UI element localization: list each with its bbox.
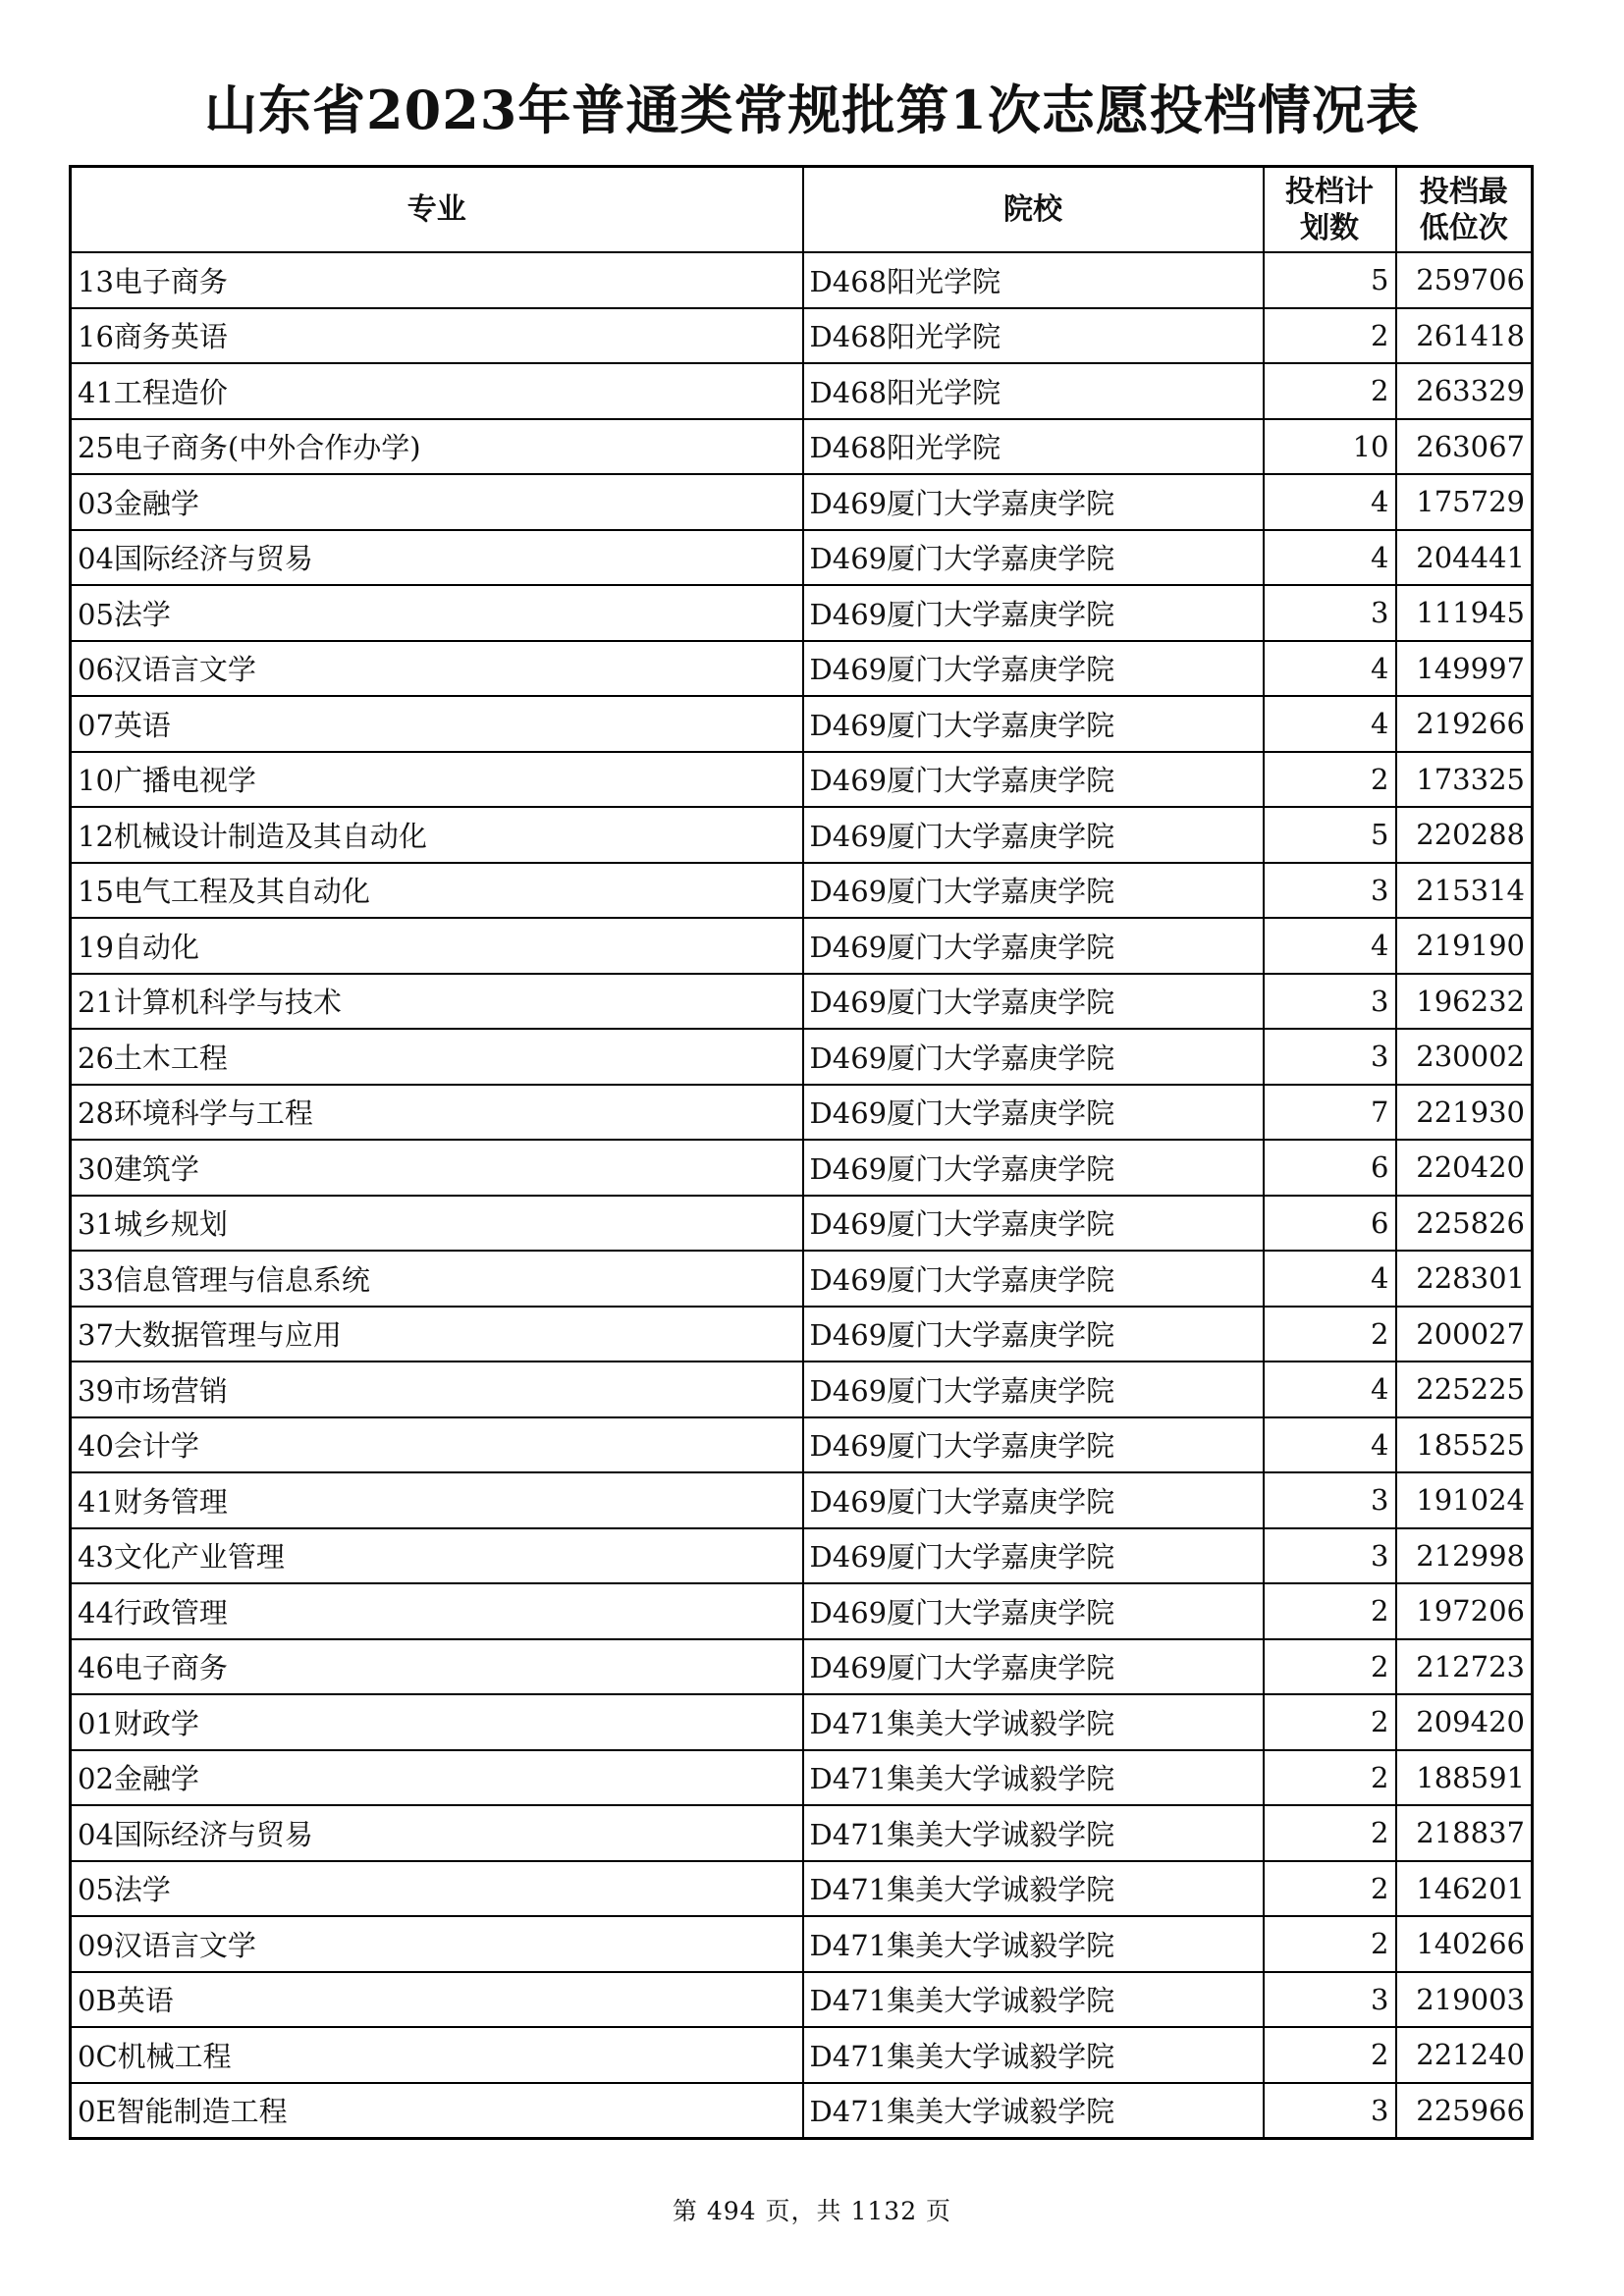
cell-school: D469厦门大学嘉庚学院 <box>803 807 1264 863</box>
table-row <box>71 1140 1533 1196</box>
cell-school: D468阳光学院 <box>803 308 1264 364</box>
cell-major: 04国际经济与贸易 <box>71 530 803 586</box>
cell-school: D468阳光学院 <box>803 252 1264 308</box>
cell-plan-count: 4 <box>1264 696 1396 752</box>
cell-plan-count: 2 <box>1264 308 1396 364</box>
table-body <box>71 252 1533 2139</box>
page-footer: 第 494 页，共 1132 页 <box>672 2197 952 2225</box>
cell-major: 41财务管理 <box>71 1472 803 1528</box>
table-row <box>71 1417 1533 1473</box>
table-row <box>71 1805 1533 1861</box>
cell-school: D471集美大学诚毅学院 <box>803 2027 1264 2083</box>
cell-school: D471集美大学诚毅学院 <box>803 2083 1264 2139</box>
cell-school: D469厦门大学嘉庚学院 <box>803 1196 1264 1252</box>
cell-plan-count: 4 <box>1264 1362 1396 1417</box>
cell-major: 19自动化 <box>71 918 803 974</box>
cell-plan-count: 2 <box>1264 2027 1396 2083</box>
cell-school: D469厦门大学嘉庚学院 <box>803 696 1264 752</box>
cell-min-rank: 173325 <box>1396 752 1533 808</box>
cell-min-rank: 218837 <box>1396 1805 1533 1861</box>
table-row <box>71 974 1533 1030</box>
cell-school: D469厦门大学嘉庚学院 <box>803 1362 1264 1417</box>
cell-school: D469厦门大学嘉庚学院 <box>803 1528 1264 1584</box>
cell-major: 04国际经济与贸易 <box>71 1805 803 1861</box>
cell-school: D469厦门大学嘉庚学院 <box>803 918 1264 974</box>
table-row <box>71 1029 1533 1085</box>
cell-major: 21计算机科学与技术 <box>71 974 803 1030</box>
cell-min-rank: 219266 <box>1396 696 1533 752</box>
cell-min-rank: 212723 <box>1396 1639 1533 1695</box>
table-row <box>71 363 1533 419</box>
cell-major: 0B英语 <box>71 1972 803 2028</box>
cell-major: 28环境科学与工程 <box>71 1085 803 1141</box>
cell-plan-count: 4 <box>1264 1417 1396 1473</box>
cell-major: 06汉语言文学 <box>71 641 803 697</box>
cell-plan-count: 2 <box>1264 1307 1396 1362</box>
cell-school: D469厦门大学嘉庚学院 <box>803 530 1264 586</box>
cell-school: D469厦门大学嘉庚学院 <box>803 863 1264 919</box>
cell-plan-count: 3 <box>1264 585 1396 641</box>
cell-min-rank: 149997 <box>1396 641 1533 697</box>
cell-min-rank: 191024 <box>1396 1472 1533 1528</box>
cell-school: D469厦门大学嘉庚学院 <box>803 1639 1264 1695</box>
cell-min-rank: 140266 <box>1396 1916 1533 1972</box>
cell-major: 01财政学 <box>71 1694 803 1750</box>
cell-plan-count: 7 <box>1264 1085 1396 1141</box>
table-row <box>71 2027 1533 2083</box>
cell-plan-count: 3 <box>1264 1528 1396 1584</box>
cell-plan-count: 4 <box>1264 918 1396 974</box>
cell-school: D468阳光学院 <box>803 363 1264 419</box>
cell-major: 46电子商务 <box>71 1639 803 1695</box>
cell-min-rank: 204441 <box>1396 530 1533 586</box>
cell-min-rank: 230002 <box>1396 1029 1533 1085</box>
table-row <box>71 2083 1533 2139</box>
header-min-rank: 投档最 低位次 <box>1396 167 1533 253</box>
cell-school: D468阳光学院 <box>803 419 1264 475</box>
cell-plan-count: 2 <box>1264 1583 1396 1639</box>
cell-plan-count: 3 <box>1264 974 1396 1030</box>
cell-plan-count: 4 <box>1264 641 1396 697</box>
cell-min-rank: 185525 <box>1396 1417 1533 1473</box>
table-row <box>71 1639 1533 1695</box>
cell-plan-count: 2 <box>1264 1861 1396 1917</box>
cell-major: 07英语 <box>71 696 803 752</box>
table-row <box>71 1694 1533 1750</box>
cell-min-rank: 196232 <box>1396 974 1533 1030</box>
table-row <box>71 1861 1533 1917</box>
table-row <box>71 1472 1533 1528</box>
cell-plan-count: 2 <box>1264 1639 1396 1695</box>
table-row <box>71 252 1533 308</box>
cell-major: 26土木工程 <box>71 1029 803 1085</box>
cell-min-rank: 200027 <box>1396 1307 1533 1362</box>
cell-min-rank: 221930 <box>1396 1085 1533 1141</box>
cell-major: 15电气工程及其自动化 <box>71 863 803 919</box>
cell-school: D469厦门大学嘉庚学院 <box>803 1583 1264 1639</box>
cell-min-rank: 221240 <box>1396 2027 1533 2083</box>
cell-min-rank: 219003 <box>1396 1972 1533 2028</box>
table-row <box>71 641 1533 697</box>
cell-major: 10广播电视学 <box>71 752 803 808</box>
header-major: 专业 <box>71 167 803 253</box>
cell-plan-count: 2 <box>1264 1916 1396 1972</box>
table-row <box>71 1972 1533 2028</box>
cell-major: 03金融学 <box>71 474 803 530</box>
cell-min-rank: 259706 <box>1396 252 1533 308</box>
header-school: 院校 <box>803 167 1264 253</box>
cell-major: 37大数据管理与应用 <box>71 1307 803 1362</box>
table-row <box>71 752 1533 808</box>
cell-major: 05法学 <box>71 585 803 641</box>
table-row <box>71 585 1533 641</box>
cell-school: D471集美大学诚毅学院 <box>803 1750 1264 1806</box>
table-row <box>71 419 1533 475</box>
cell-min-rank: 263067 <box>1396 419 1533 475</box>
cell-school: D469厦门大学嘉庚学院 <box>803 474 1264 530</box>
table-row <box>71 1251 1533 1307</box>
admission-table <box>69 165 1534 2140</box>
table-row <box>71 1307 1533 1362</box>
cell-school: D471集美大学诚毅学院 <box>803 1861 1264 1917</box>
admission-table-container <box>69 165 1531 2140</box>
cell-major: 12机械设计制造及其自动化 <box>71 807 803 863</box>
cell-major: 16商务英语 <box>71 308 803 364</box>
cell-major: 40会计学 <box>71 1417 803 1473</box>
cell-plan-count: 3 <box>1264 1029 1396 1085</box>
cell-min-rank: 215314 <box>1396 863 1533 919</box>
cell-min-rank: 220420 <box>1396 1140 1533 1196</box>
table-row <box>71 1085 1533 1141</box>
cell-min-rank: 263329 <box>1396 363 1533 419</box>
cell-school: D469厦门大学嘉庚学院 <box>803 752 1264 808</box>
cell-min-rank: 197206 <box>1396 1583 1533 1639</box>
cell-min-rank: 225966 <box>1396 2083 1533 2139</box>
cell-min-rank: 225826 <box>1396 1196 1533 1252</box>
page-title: 山东省2023年普通类常规批第1次志愿投档情况表 <box>204 79 1420 141</box>
cell-plan-count: 2 <box>1264 1750 1396 1806</box>
cell-plan-count: 6 <box>1264 1196 1396 1252</box>
cell-school: D469厦门大学嘉庚学院 <box>803 641 1264 697</box>
table-row <box>71 1362 1533 1417</box>
cell-major: 41工程造价 <box>71 363 803 419</box>
table-row <box>71 918 1533 974</box>
cell-plan-count: 3 <box>1264 863 1396 919</box>
cell-plan-count: 3 <box>1264 2083 1396 2139</box>
cell-school: D469厦门大学嘉庚学院 <box>803 1307 1264 1362</box>
header-plan-count: 投档计 划数 <box>1264 167 1396 253</box>
cell-major: 05法学 <box>71 1861 803 1917</box>
cell-min-rank: 175729 <box>1396 474 1533 530</box>
cell-major: 25电子商务(中外合作办学) <box>71 419 803 475</box>
cell-school: D469厦门大学嘉庚学院 <box>803 1417 1264 1473</box>
cell-plan-count: 4 <box>1264 530 1396 586</box>
cell-school: D471集美大学诚毅学院 <box>803 1972 1264 2028</box>
cell-major: 0C机械工程 <box>71 2027 803 2083</box>
cell-major: 31城乡规划 <box>71 1196 803 1252</box>
cell-major: 0E智能制造工程 <box>71 2083 803 2139</box>
cell-school: D471集美大学诚毅学院 <box>803 1694 1264 1750</box>
cell-school: D469厦门大学嘉庚学院 <box>803 1472 1264 1528</box>
table-row <box>71 1196 1533 1252</box>
cell-major: 13电子商务 <box>71 252 803 308</box>
cell-major: 09汉语言文学 <box>71 1916 803 1972</box>
cell-min-rank: 111945 <box>1396 585 1533 641</box>
table-row <box>71 1916 1533 1972</box>
cell-plan-count: 2 <box>1264 1694 1396 1750</box>
cell-plan-count: 5 <box>1264 807 1396 863</box>
cell-school: D469厦门大学嘉庚学院 <box>803 585 1264 641</box>
table-row <box>71 530 1533 586</box>
cell-plan-count: 3 <box>1264 1472 1396 1528</box>
table-row <box>71 807 1533 863</box>
cell-school: D469厦门大学嘉庚学院 <box>803 974 1264 1030</box>
cell-plan-count: 4 <box>1264 474 1396 530</box>
cell-min-rank: 146201 <box>1396 1861 1533 1917</box>
cell-min-rank: 228301 <box>1396 1251 1533 1307</box>
cell-major: 44行政管理 <box>71 1583 803 1639</box>
cell-plan-count: 3 <box>1264 1972 1396 2028</box>
cell-school: D471集美大学诚毅学院 <box>803 1916 1264 1972</box>
cell-school: D469厦门大学嘉庚学院 <box>803 1140 1264 1196</box>
table-row <box>71 308 1533 364</box>
cell-min-rank: 220288 <box>1396 807 1533 863</box>
table-row <box>71 696 1533 752</box>
cell-min-rank: 261418 <box>1396 308 1533 364</box>
cell-plan-count: 5 <box>1264 252 1396 308</box>
cell-min-rank: 212998 <box>1396 1528 1533 1584</box>
cell-min-rank: 225225 <box>1396 1362 1533 1417</box>
cell-min-rank: 188591 <box>1396 1750 1533 1806</box>
cell-school: D469厦门大学嘉庚学院 <box>803 1029 1264 1085</box>
cell-plan-count: 2 <box>1264 363 1396 419</box>
cell-plan-count: 4 <box>1264 1251 1396 1307</box>
table-row <box>71 1750 1533 1806</box>
cell-plan-count: 6 <box>1264 1140 1396 1196</box>
cell-major: 02金融学 <box>71 1750 803 1806</box>
cell-school: D469厦门大学嘉庚学院 <box>803 1085 1264 1141</box>
table-row <box>71 863 1533 919</box>
table-header-row <box>71 167 1533 253</box>
cell-major: 33信息管理与信息系统 <box>71 1251 803 1307</box>
cell-plan-count: 2 <box>1264 752 1396 808</box>
cell-major: 39市场营销 <box>71 1362 803 1417</box>
cell-min-rank: 219190 <box>1396 918 1533 974</box>
table-row <box>71 474 1533 530</box>
cell-plan-count: 2 <box>1264 1805 1396 1861</box>
cell-plan-count: 10 <box>1264 419 1396 475</box>
cell-min-rank: 209420 <box>1396 1694 1533 1750</box>
cell-school: D471集美大学诚毅学院 <box>803 1805 1264 1861</box>
cell-major: 43文化产业管理 <box>71 1528 803 1584</box>
cell-major: 30建筑学 <box>71 1140 803 1196</box>
table-row <box>71 1583 1533 1639</box>
cell-school: D469厦门大学嘉庚学院 <box>803 1251 1264 1307</box>
table-row <box>71 1528 1533 1584</box>
